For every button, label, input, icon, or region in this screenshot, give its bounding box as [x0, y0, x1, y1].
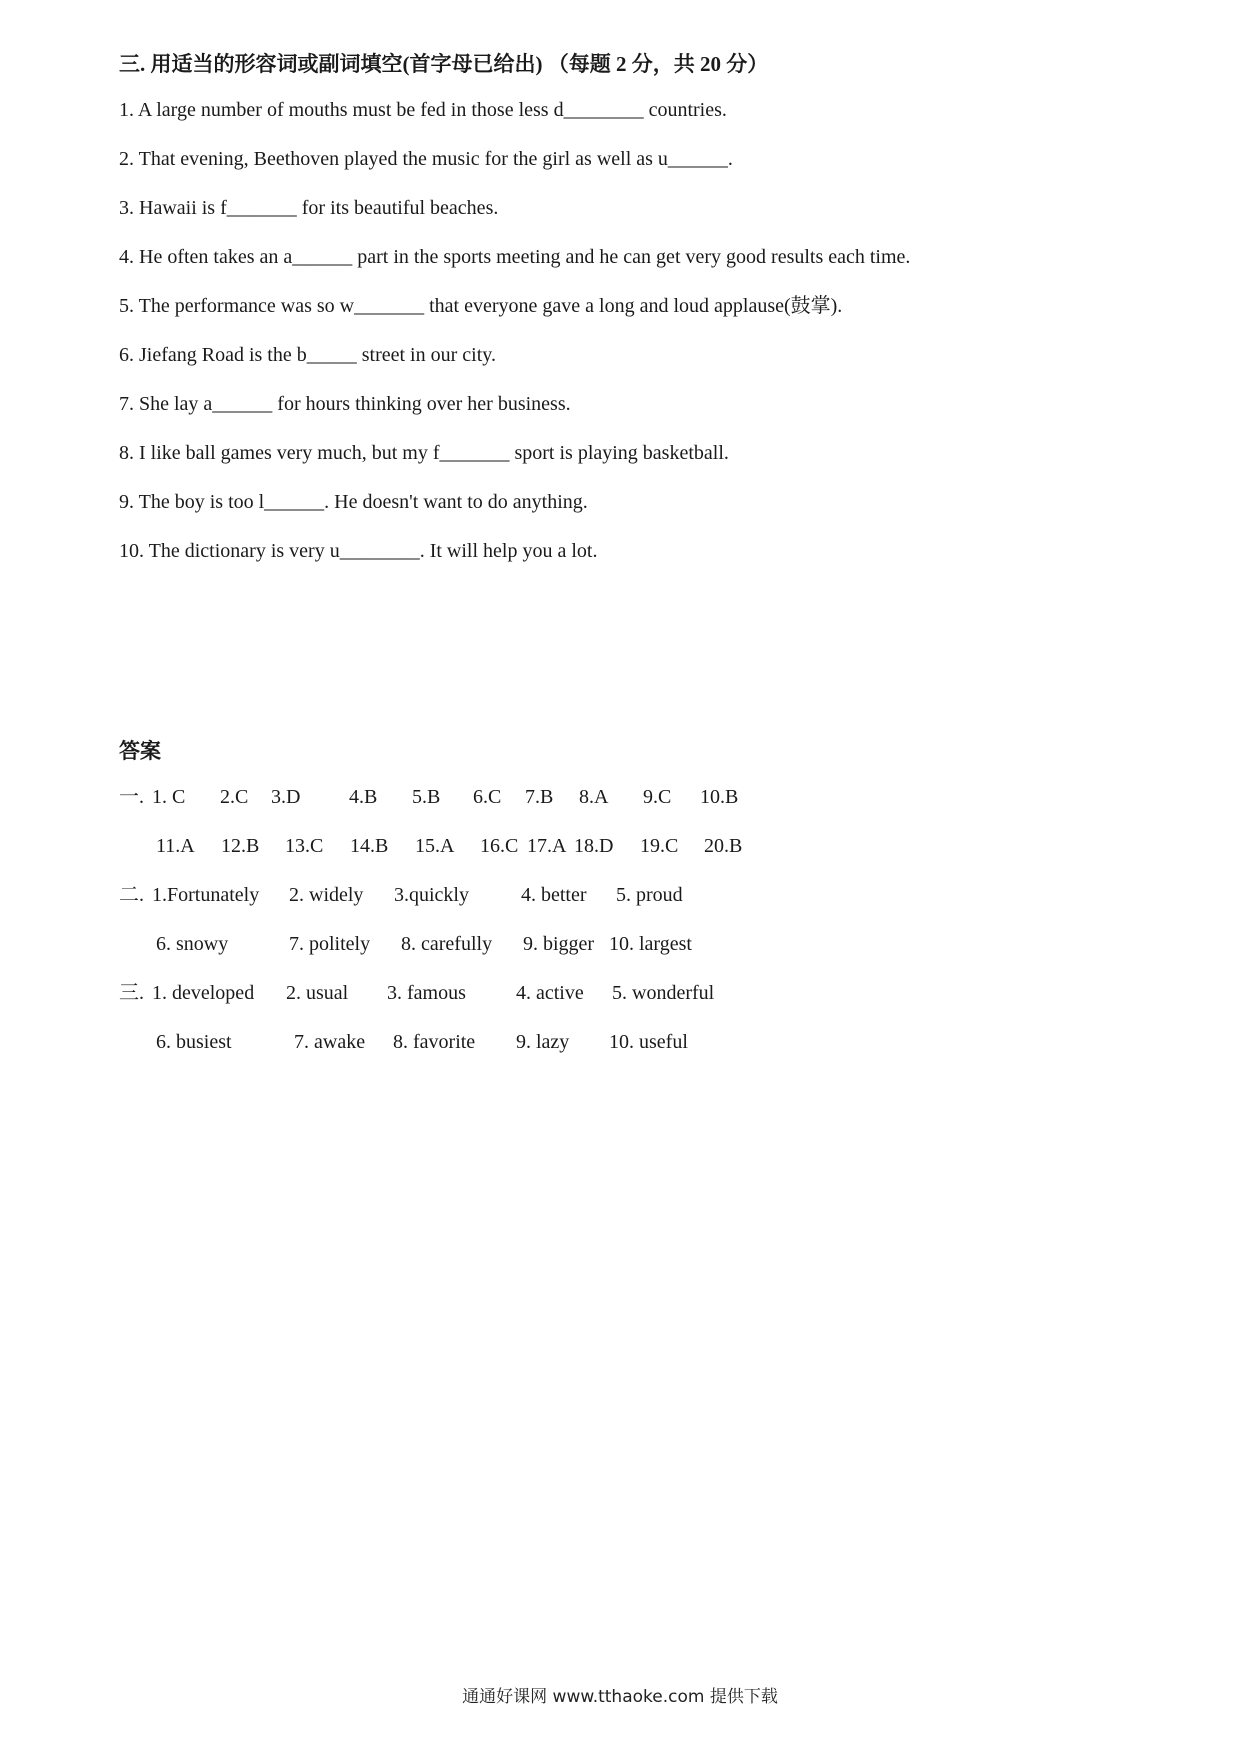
- answer-item: 10. useful: [609, 1031, 688, 1053]
- answer-item: 2. widely: [289, 884, 364, 906]
- question-item: 1. A large number of mouths must be fed in those less d________ countries.: [119, 99, 727, 121]
- answer-section-label: 二.: [119, 884, 144, 906]
- question-item: 3. Hawaii is f_______ for its beautiful beaches.: [119, 197, 499, 219]
- answer-item: 10. largest: [609, 933, 692, 955]
- answer-item: 3. famous: [387, 982, 466, 1004]
- question-item: 4. He often takes an a______ part in the sports meeting and he can get very good results each time.: [119, 246, 911, 268]
- answer-item: 9. lazy: [516, 1031, 570, 1053]
- answer-row: [119, 981, 1019, 1030]
- question-item: 10. The dictionary is very u________. It will help you a lot.: [119, 540, 598, 562]
- answer-item: 12.B: [221, 835, 260, 857]
- question-item: 2. That evening, Beethoven played the music for the girl as well as u______.: [119, 148, 733, 170]
- question-item: 7. She lay a______ for hours thinking over her business.: [119, 393, 571, 415]
- answer-row: [119, 1030, 1019, 1079]
- answer-item: 4. better: [521, 884, 587, 906]
- answer-item: 4. active: [516, 982, 584, 1004]
- answer-row: [119, 932, 1019, 981]
- answer-item: 2.C: [220, 786, 249, 808]
- answer-key: [119, 785, 1019, 1079]
- answer-item: 15.A: [415, 835, 455, 857]
- answer-item: 7.B: [525, 786, 554, 808]
- section-title: 三. 用适当的形容词或副词填空(首字母已给出) （每题 2 分，共 20 分）: [119, 52, 769, 76]
- answer-item: 4.B: [349, 786, 378, 808]
- answer-section-label: 一.: [119, 786, 144, 808]
- answer-item: 20.B: [704, 835, 743, 857]
- answer-item: 5. proud: [616, 884, 683, 906]
- answer-section-label: 三.: [119, 982, 144, 1004]
- answer-row: [119, 883, 1019, 932]
- answer-item: 7. politely: [289, 933, 371, 955]
- answer-item: 16.C: [480, 835, 519, 857]
- answer-item: 2. usual: [286, 982, 349, 1004]
- question-item: 8. I like ball games very much, but my f_______ sport is playing basketball.: [119, 442, 729, 464]
- answer-item: 1. developed: [152, 982, 255, 1004]
- answer-item: 9. bigger: [523, 933, 595, 955]
- answer-item: 10.B: [700, 786, 739, 808]
- answer-item: 9.C: [643, 786, 672, 808]
- answers-heading: 答案: [119, 739, 161, 763]
- answer-item: 6.C: [473, 786, 502, 808]
- answer-item: 8. favorite: [393, 1031, 476, 1053]
- answer-item: 7. awake: [294, 1031, 366, 1053]
- question-list: [119, 98, 910, 588]
- answer-item: 18.D: [574, 835, 614, 857]
- answer-row: [119, 785, 1019, 834]
- question-item: 9. The boy is too l______. He doesn't want to do anything.: [119, 491, 588, 513]
- answer-row: [119, 834, 1019, 883]
- question-item: 5. The performance was so w_______ that everyone gave a long and loud applause(鼓掌).: [119, 295, 843, 317]
- page-footer: 通通好课网 www.tthaoke.com 提供下载: [462, 1687, 778, 1707]
- answer-item: 6. busiest: [156, 1031, 232, 1053]
- answer-item: 14.B: [350, 835, 389, 857]
- answer-item: 19.C: [640, 835, 679, 857]
- answer-item: 5. wonderful: [612, 982, 715, 1004]
- answer-item: 1.Fortunately: [152, 884, 260, 906]
- answer-item: 1. C: [152, 786, 186, 808]
- answer-item: 13.C: [285, 835, 324, 857]
- answer-item: 3.quickly: [394, 884, 469, 906]
- answer-item: 17.A: [527, 835, 567, 857]
- answer-item: 11.A: [156, 835, 195, 857]
- answer-item: 6. snowy: [156, 933, 229, 955]
- answer-item: 3.D: [271, 786, 301, 808]
- answer-item: 8. carefully: [401, 933, 493, 955]
- answer-item: 5.B: [412, 786, 441, 808]
- question-item: 6. Jiefang Road is the b_____ street in our city.: [119, 344, 496, 366]
- answer-item: 8.A: [579, 786, 609, 808]
